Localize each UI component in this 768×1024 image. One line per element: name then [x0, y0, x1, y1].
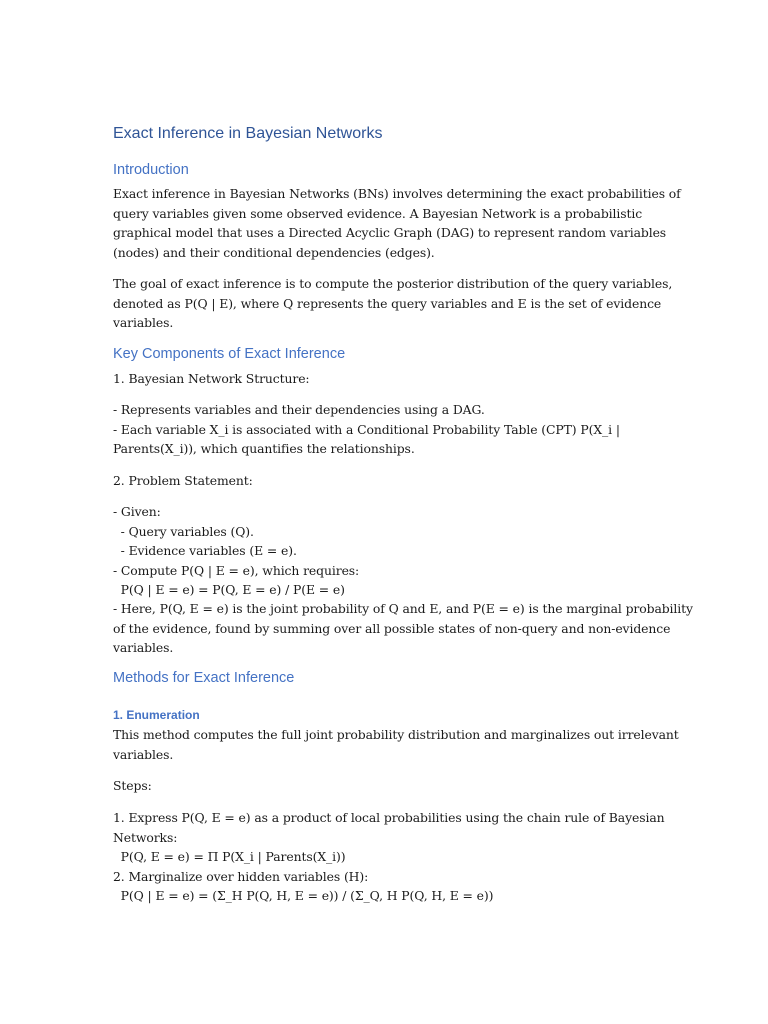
enumeration-description-line: This method computes the full joint probability distribution and marginalizes out irrelevant — [113, 727, 679, 742]
list-item-line: - Represents variables and their dependencies using a DAG. — [113, 402, 485, 417]
steps-label: Steps: — [113, 778, 152, 793]
formula-line: P(Q | E = e) = P(Q, E = e) / P(E = e) — [113, 582, 345, 597]
list-item-title: 1. Bayesian Network Structure: — [113, 371, 310, 386]
intro-paragraph-1-line: query variables given some observed evidence. A Bayesian Network is a probabilistic — [113, 205, 643, 221]
list-item-line: - Here, P(Q, E = e) is the joint probability of Q and E, and P(E = e) is the marginal probability — [113, 601, 693, 616]
intro-paragraph-2-line: variables. — [113, 315, 174, 330]
list-item-line: - Compute P(Q | E = e), which requires: — [113, 562, 360, 578]
step-line: 1. Express P(Q, E = e) as a product of local probabilities using the chain rule of Bayesian — [113, 810, 665, 825]
section-heading-key-components: Key Components of Exact Inference — [113, 346, 346, 362]
list-item-line: - Evidence variables (E = e). — [113, 543, 297, 558]
formula-line: P(Q | E = e) = (Σ_H P(Q, H, E = e)) / (Σ_Q, H P(Q, H, E = e)) — [113, 888, 494, 903]
list-item-title: 2. Problem Statement: — [113, 473, 253, 488]
enumeration-description-line: variables. — [113, 746, 174, 762]
list-item-line: - Each variable X_i is associated with a Conditional Probability Table (CPT) P(X_i | — [113, 421, 620, 437]
intro-paragraph-2-line: The goal of exact inference is to compute the posterior distribution of the query variables, — [113, 276, 673, 291]
list-item-line: of the evidence, found by summing over all possible states of non-query and non-evidence — [113, 620, 671, 636]
step-line: 2. Marginalize over hidden variables (H): — [113, 868, 369, 884]
subsection-heading-enumeration: 1. Enumeration — [113, 708, 200, 722]
formula-line: P(Q, E = e) = Π P(X_i | Parents(X_i)) — [113, 849, 346, 864]
intro-paragraph-1-line: Exact inference in Bayesian Networks (BNs) involves determining the exact probabilities of — [113, 186, 681, 201]
section-heading-introduction: Introduction — [113, 162, 189, 178]
intro-paragraph-2-line: denoted as P(Q | E), where Q represents the query variables and E is the set of evidence — [113, 295, 662, 311]
list-item-line: - Given: — [113, 504, 161, 519]
intro-paragraph-1-line: (nodes) and their conditional dependencies (edges). — [113, 244, 435, 260]
step-line: Networks: — [113, 829, 178, 845]
list-item-line: variables. — [113, 640, 174, 655]
intro-paragraph-1-line: graphical model that uses a Directed Acyclic Graph (DAG) to represent random variables — [113, 225, 667, 240]
list-item-line: Parents(X_i)), which quantifies the relationships. — [113, 441, 415, 456]
document-title: Exact Inference in Bayesian Networks — [113, 125, 383, 142]
list-item-line: - Query variables (Q). — [113, 523, 254, 539]
section-heading-methods: Methods for Exact Inference — [113, 670, 295, 686]
